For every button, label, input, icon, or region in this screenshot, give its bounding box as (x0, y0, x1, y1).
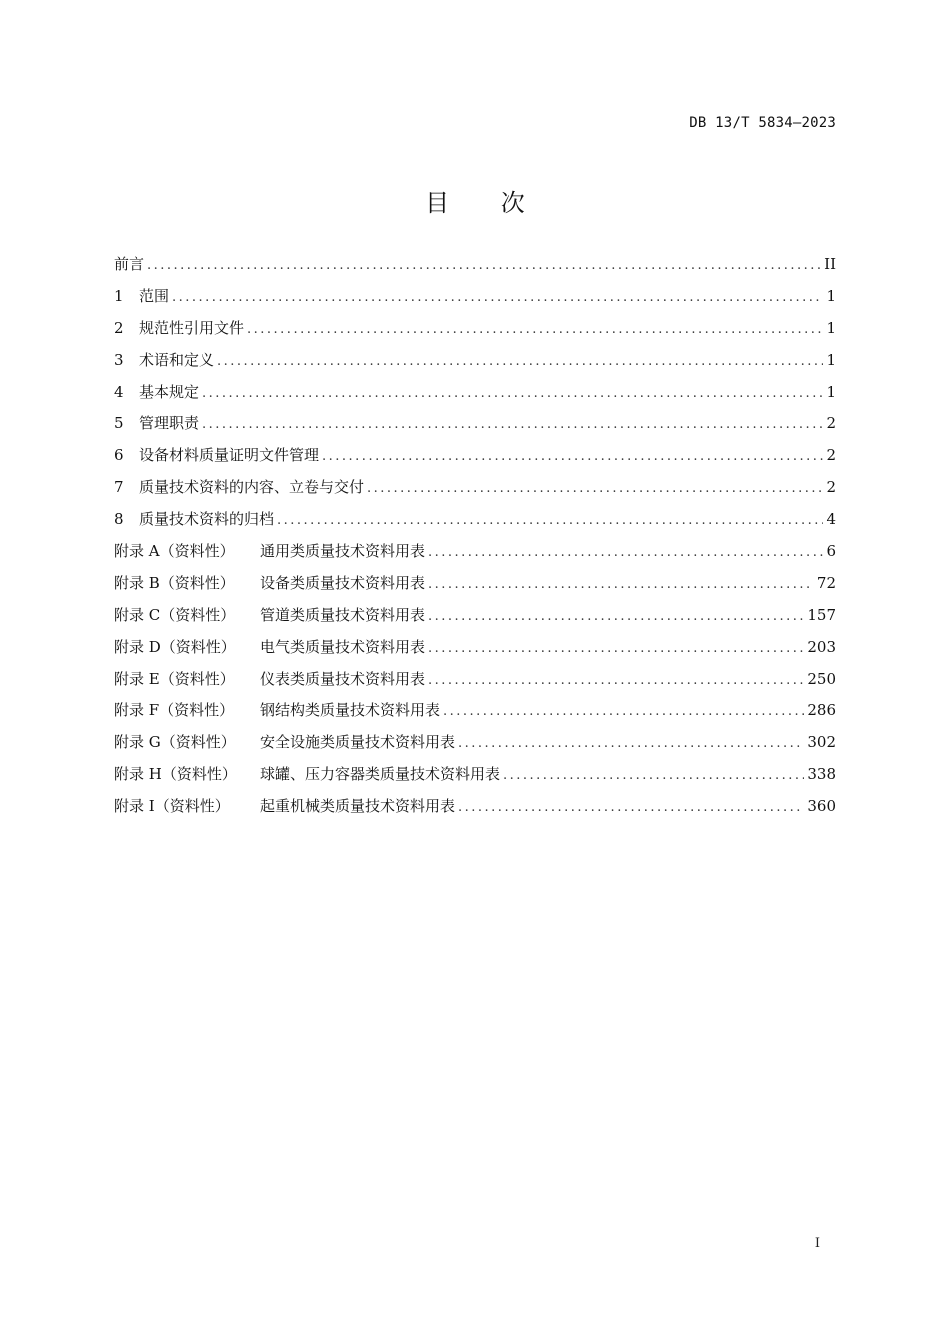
toc-entry[interactable] (114, 381, 836, 413)
toc-entry-title: 管理职责 (139, 414, 200, 433)
toc-dot-leader (458, 733, 804, 755)
toc-entry[interactable] (114, 604, 836, 636)
page-number: I (814, 1236, 820, 1251)
toc-entry-number: 1 (114, 286, 124, 305)
toc-entry-number: 3 (114, 350, 124, 369)
toc-entry[interactable] (114, 508, 836, 540)
toc-entry-page: 72 (816, 573, 836, 592)
toc-entry-title: 前言 (114, 255, 145, 273)
toc-dot-leader (428, 638, 804, 660)
toc-dot-leader (247, 319, 823, 341)
toc-entry-title: 起重机械类质量技术资料用表 (260, 797, 456, 816)
document-code: DB 13/T 5834—2023 (689, 115, 836, 131)
toc-entry-number: 6 (114, 446, 124, 465)
toc-entry[interactable] (114, 572, 836, 604)
toc-entry-appendix-label: 附录 E（资料性） (114, 669, 235, 688)
toc-entry[interactable] (114, 253, 836, 285)
toc-entry-title: 设备材料质量证明文件管理 (139, 446, 320, 465)
toc-dot-leader (322, 446, 823, 468)
toc-entry-title: 球罐、压力容器类质量技术资料用表 (260, 765, 501, 784)
toc-entry-title: 基本规定 (139, 382, 200, 401)
toc-entry-number: 4 (114, 382, 124, 401)
toc-entry-page: 1 (826, 318, 836, 337)
toc-entry-page: 1 (826, 286, 836, 305)
toc-entry-title: 规范性引用文件 (139, 318, 245, 337)
toc-entry-number: 2 (114, 318, 124, 337)
toc-dot-leader (367, 478, 823, 500)
toc-entry-page: 203 (807, 637, 836, 656)
toc-entry-page: 302 (807, 733, 836, 752)
toc-entry-appendix-label: 附录 F（资料性） (114, 701, 235, 720)
toc-dot-leader (428, 670, 804, 692)
toc-entry-page: 250 (807, 669, 836, 688)
toc-entry-appendix-label: 附录 B（资料性） (114, 573, 235, 592)
page-title: 目 次 (425, 189, 547, 217)
toc-entry-page: II (824, 255, 836, 273)
toc-entry[interactable] (114, 763, 836, 795)
toc-entry-appendix-label: 附录 I（资料性） (114, 797, 230, 816)
toc-entry[interactable] (114, 636, 836, 668)
toc-entry-number: 5 (114, 414, 124, 433)
toc-entry[interactable] (114, 540, 836, 572)
toc-entry[interactable] (114, 317, 836, 349)
toc-entry-number: 7 (114, 478, 124, 497)
toc-entry-title: 仪表类质量技术资料用表 (260, 669, 426, 688)
toc-entry-page: 157 (807, 605, 836, 624)
toc-entry-title: 钢结构类质量技术资料用表 (260, 701, 441, 720)
toc-entry-appendix-label: 附录 D（资料性） (114, 637, 236, 656)
toc-dot-leader (147, 255, 821, 277)
toc-entry-title: 范围 (139, 286, 170, 305)
toc-dot-leader (202, 383, 823, 405)
toc-entry-title: 术语和定义 (139, 350, 215, 369)
table-of-contents (114, 253, 836, 827)
toc-entry-title: 质量技术资料的内容、立卷与交付 (139, 478, 365, 497)
toc-entry-title: 安全设施类质量技术资料用表 (260, 733, 456, 752)
toc-entry-appendix-label: 附录 H（资料性） (114, 765, 237, 784)
toc-dot-leader (458, 797, 804, 819)
toc-dot-leader (443, 701, 804, 723)
toc-entry[interactable] (114, 699, 836, 731)
toc-entry-page: 2 (826, 478, 836, 497)
toc-entry-page: 286 (807, 701, 836, 720)
toc-entry-appendix-label: 附录 G（资料性） (114, 733, 236, 752)
toc-dot-leader (202, 414, 823, 436)
toc-entry[interactable] (114, 731, 836, 763)
toc-entry-title: 设备类质量技术资料用表 (260, 573, 426, 592)
toc-dot-leader (277, 510, 823, 532)
toc-entry-title: 通用类质量技术资料用表 (260, 542, 426, 561)
toc-dot-leader (428, 574, 814, 596)
toc-entry-number: 8 (114, 510, 124, 529)
toc-entry-title: 质量技术资料的归档 (139, 510, 275, 529)
toc-entry-page: 4 (826, 510, 836, 529)
toc-entry-page: 6 (826, 542, 836, 561)
toc-entry-page: 1 (826, 350, 836, 369)
toc-entry-page: 2 (826, 446, 836, 465)
toc-entry-page: 2 (826, 414, 836, 433)
toc-dot-leader (428, 606, 804, 628)
toc-entry-appendix-label: 附录 A（资料性） (114, 542, 235, 561)
toc-entry[interactable] (114, 444, 836, 476)
toc-entry[interactable] (114, 476, 836, 508)
toc-entry-page: 360 (807, 797, 836, 816)
toc-entry-title: 管道类质量技术资料用表 (260, 605, 426, 624)
toc-entry[interactable] (114, 795, 836, 827)
toc-entry-page: 1 (826, 382, 836, 401)
toc-entry[interactable] (114, 285, 836, 317)
toc-dot-leader (217, 351, 823, 373)
toc-dot-leader (503, 765, 804, 787)
toc-dot-leader (428, 542, 823, 564)
toc-dot-leader (172, 287, 823, 309)
toc-entry-page: 338 (807, 765, 836, 784)
toc-entry[interactable] (114, 668, 836, 700)
toc-entry[interactable] (114, 349, 836, 381)
toc-entry-title: 电气类质量技术资料用表 (260, 637, 426, 656)
toc-entry[interactable] (114, 412, 836, 444)
toc-entry-appendix-label: 附录 C（资料性） (114, 605, 236, 624)
